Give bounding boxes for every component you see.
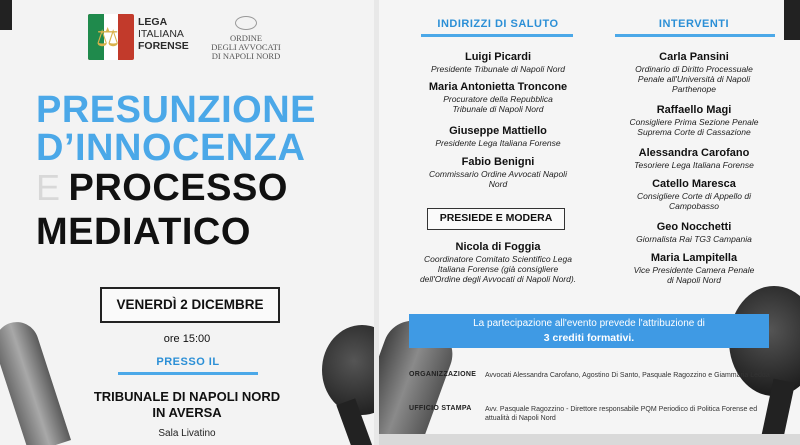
moderator-person: Nicola di Foggia Coordinatore Comitato Scientifico Lega Italiana Forense (già consigliere dell'Ordine degli Avvocati di Napoli Nord). <box>419 241 577 284</box>
press-office-label: UFFICIO STAMPA <box>409 405 472 412</box>
bottom-strip <box>379 434 800 445</box>
venue-name: TRIBUNALE DI NAPOLI NORD IN AVERSA <box>93 389 281 420</box>
greetings-heading: INDIRIZZI DI SALUTO <box>437 18 559 30</box>
speaker-person: Carla Pansini Ordinario di Diritto Processuale Penale all'Università di Napoli Parthenope <box>635 51 753 94</box>
greeting-person: Luigi Picardi Presidente Tribunale di Napoli Nord <box>430 51 566 74</box>
event-time: ore 15:00 <box>163 333 211 345</box>
credits-banner: La partecipazione all'evento prevede l'attribuzione di 3 crediti formativi. <box>409 314 769 348</box>
title-line-1: PRESUNZIONE <box>36 89 316 131</box>
greeting-person: Maria Antonietta Troncone Procuratore della Repubblica Tribunale di Napoli Nord <box>428 81 568 114</box>
right-panel <box>379 0 800 445</box>
speaker-person: Raffaello Magi Consigliere Prima Sezione Penale Suprema Corte di Cassazione <box>629 104 759 137</box>
title-line-2: D’INNOCENZA <box>36 127 306 169</box>
speakers-heading: INTERVENTI <box>658 18 730 30</box>
speaker-person: Catello Maresca Consigliere Corte di Appello di Campobasso <box>636 178 752 211</box>
title-conjunction: E <box>36 167 61 208</box>
moderator-heading: PRESIEDE E MODERA <box>427 208 565 230</box>
ordine-avvocati-logo: ORDINE DEGLI AVVOCATI DI NAPOLI NORD <box>206 16 286 61</box>
lega-italiana-forense-logo <box>88 14 134 60</box>
left-panel <box>0 0 374 445</box>
event-date: VENERDÌ 2 DICEMBRE <box>100 287 280 323</box>
press-office-text: Avv. Pasquale Ragozzino - Direttore responsabile PQM Periodico di Politica Forense ed attualità di Napoli Nord <box>485 406 758 422</box>
corner-shadow <box>784 0 800 40</box>
organization-text: Avvocati Alessandra Carofano, Agostino Di Santo, Pasquale Ragozzino e Giammaria Ledda <box>485 372 770 379</box>
scales-icon: ⚖ <box>96 22 120 52</box>
seal-icon <box>235 16 257 30</box>
title-line-3: E PROCESSO <box>36 167 288 209</box>
speakers-heading-underline <box>615 34 775 37</box>
organization-label: ORGANIZZAZIONE <box>409 371 477 378</box>
speaker-person: Geo Nocchetti Giornalista Rai TG3 Campania <box>636 221 752 244</box>
greetings-heading-underline <box>421 34 573 37</box>
greeting-person: Fabio Benigni Commissario Ordine Avvocati Napoli Nord <box>429 156 567 189</box>
venue-label-underline <box>118 372 258 375</box>
title-line-4: MEDIATICO <box>36 211 251 253</box>
speaker-person: Alessandra Carofano Tesoriere Lega Italiana Forense <box>634 147 754 170</box>
venue-label: PRESSO IL <box>156 356 220 368</box>
speaker-person: Maria Lampitella Vice Presidente Camera Penale di Napoli Nord <box>633 252 755 285</box>
venue-room: Sala Livatino <box>158 428 216 439</box>
greeting-person: Giuseppe Mattiello Presidente Lega Italiana Forense <box>435 125 561 148</box>
corner-shadow <box>0 0 12 30</box>
lega-italiana-forense-wordmark: LEGA ITALIANA FORENSE <box>138 16 189 52</box>
